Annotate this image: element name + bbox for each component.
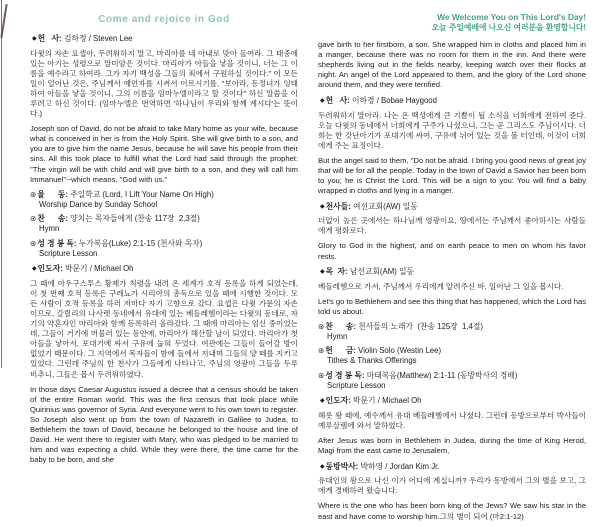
english-paragraph: After Jesus was born in Bethlehem in Judea, during the time of King Herod, Magi from the east came to Jerusalem, (318, 436, 586, 456)
english-paragraph: Glory to God in the highest, and on earth peace to men on whom his favor rests. (318, 241, 586, 261)
role-item (32, 264, 298, 275)
item-line (320, 462, 586, 473)
scan-edge-artifact (1, 0, 2, 368)
item-subtitle: Scripture Lesson (327, 380, 386, 390)
item-subtitle: Scripture Lesson (39, 248, 98, 258)
role-item (320, 96, 586, 107)
item-line (320, 202, 586, 213)
welcome-title-block (318, 12, 586, 33)
item-label: 헌 금: (325, 346, 356, 356)
item-line (30, 214, 298, 224)
item-value: 김하정 / Steven Lee (61, 34, 133, 43)
item-line (30, 239, 298, 249)
korean-paragraph: 유대인의 왕으로 나신 이가 어디에 계십니까? 우리가 동방에서 그의 별을 보고, 그에게 경배하러 왔습니다. (318, 476, 586, 496)
item-label: 성 경 봉 독: (37, 238, 77, 248)
item-line (320, 396, 586, 407)
circled-asterisk-bullet-icon: ⊛ (318, 370, 325, 380)
item-label: 성 경 봉 독: (325, 370, 365, 380)
english-paragraph: Joseph son of David, do not be afraid to take Mary home as your wife, because what is conceived in her is from the Holy Spirit. She will give birth to a son, and you are to give him the name Jesus, because he will save his people from their sins. All this took place to fulfill what the Lord had said through the prophet: "The virgin will be with child and will give birth to a son, and they will call him Immanuel"--which means, "God with us." (30, 124, 298, 184)
english-paragraph: But the angel said to them, "Do not be afraid. I bring you good news of great joy that will be for all the people. Today in the town of David a Savior has been born to you; he is Christ the Lord. This will be a sign to you: You will find a baby wrapped in cloths and lying in a manger. (318, 155, 586, 196)
item-value: 여선교회(AW) 일동 (350, 201, 418, 211)
diamond-bullet-icon: ◆ (32, 266, 37, 273)
right-column (318, 12, 586, 527)
item-value: 주일학교 (Lord, I Lift Your Name On High) (67, 189, 214, 199)
item-label: 인도자: (325, 396, 351, 406)
program-item (30, 214, 298, 234)
item-label: 천사들: (325, 201, 351, 211)
diamond-bullet-icon: ◆ (32, 36, 37, 42)
item-line (318, 322, 586, 332)
english-paragraph: Let's go to Bethlehem and see this thing that has happened, which the Lord has told us about. (318, 296, 586, 316)
item-label: 인도자: (37, 264, 63, 274)
korean-paragraph: 더없이 높은 곳에서는 하나님께 영광이요, 땅에서는 주님께서 좋아하시는 사람들에게 평화로다. (318, 216, 586, 236)
item-subtitle: Hymn (327, 331, 348, 341)
item-line (30, 190, 298, 200)
item-value: 양치는 목자들에게 (찬송 117장 2,3절) (67, 214, 200, 224)
right-section-list (318, 40, 586, 522)
diamond-bullet-icon: ◆ (320, 203, 325, 210)
item-label: 헌 사: (325, 96, 350, 106)
item-value: 마태복음(Matthew) 2:1-11 (동방박사의 경배) (364, 370, 518, 380)
item-value: 박문기 / Michael Oh (62, 264, 134, 274)
circled-asterisk-bullet-icon: ⊛ (30, 189, 37, 199)
circled-asterisk-bullet-icon: ⊛ (318, 321, 325, 331)
item-value: 박하영 / Jordan Kim Jr. (358, 461, 440, 471)
program-item (318, 371, 586, 391)
item-label: 찬 송: (37, 214, 68, 224)
item-label: 목 자: (325, 267, 348, 277)
diamond-bullet-icon: ◆ (320, 463, 325, 470)
item-subtitle: Tithes & Thanks Offerings (327, 356, 417, 366)
item-value: 천사들의 노래가 (찬송 125장 1,4절) (355, 321, 484, 331)
item-value: 박문기 / Michael Oh (350, 396, 422, 406)
program-item (318, 322, 586, 342)
circled-asterisk-bullet-icon: ⊛ (318, 346, 325, 356)
item-line (32, 264, 298, 275)
role-item (32, 34, 298, 45)
item-line (32, 34, 298, 45)
korean-paragraph: 다윗의 자손 요셉아, 두려워하지 말고, 마리아를 네 아내로 맞아 들여라. 그 태중에 있는 아기는 성령으로 말미암은 것이다. 마리아가 아들을 낳을 것이니, 너는 그 이름을 예수라고 하여라. 그가 자기 백성을 그들의 죄에서 구원하실 것이다." 이 모든 일이 일어난 것은, 주님께서 예언자를 시켜서 이르시기를, "보아라, 동정녀가 잉태하여 아들을 낳을 것이니, 그의 이름을 임마누엘이라고 할 것이다" 하신 말씀을 이루려고 하신 것이다. (임마누엘은 번역하면 '하나님이 우리와 함께 계시다'는 뜻이다.) (30, 48, 298, 119)
left-column (30, 12, 298, 470)
welcome-title-ko: 오늘 주일예배에 나오신 여러분을 환영합니다! (431, 22, 586, 32)
left-section-list (30, 34, 298, 465)
left-page-title: Come and rejoice in God (98, 14, 230, 25)
item-label: 동방박사: (325, 461, 359, 471)
item-line (320, 96, 586, 107)
item-line (320, 267, 586, 278)
english-paragraph: In those days Caesar Augustus issued a decree that a census should be taken of the entire Roman world. This was the first census that took place while Quirinius was governor of Syria. And everyone went to his own town to register. So Joseph also went up from the town of Nazareth in Galilee to Judea, to Bethlehem the town of David, because he belonged to the house and line of David. He went there to register with Mary, who was pledged to be married to him and was expecting a child. While they were there, the time came for the baby to be born, and she (30, 384, 298, 465)
item-subtitle: Hymn (39, 224, 60, 234)
role-item (320, 267, 586, 278)
korean-paragraph: 그 때에 아우구스투스 황제가 칙령을 내려 온 세계가 호적 등록을 하게 되었는데, 이 첫 번째 호적 등록은 구레뇨가 시리아의 총독으로 있을 때에 시행한 것이다. 모든 사람이 호적 등록을 하러 저마다 자기 고향으로 갔다. 요셉은 다윗 가문의 자손이므로, 갈릴리의 나사렛 동네에서 유대에 있는 베들레헴이라는 다윗의 동네로, 자기의 약혼자인 마리아와 함께 등록하러 올라갔다. 그 때에 마리아는 임신 중이었는데, 그들이 거기에 머물러 있는 동안에, 마리아가 해산할 날이 되었다. 마리아가 첫 아들을 낳아서, 포대기에 싸서 구유에 눕혀 두었다. 여관에는 그들이 들어갈 방이 없었기 때문이다. 그 지역에서 목자들이 밤에 들에서 지내며 그들의 양 떼를 지키고 있었다. 그런데 주님의 한 천사가 그들에게 나타나고, 주님의 영광이 그들을 두루 비추니, 그들은 몹시 두려워하였다. (30, 278, 298, 379)
role-item (320, 396, 586, 407)
item-label: 헌 사: (37, 34, 62, 43)
item-label: 율 동: (37, 189, 68, 199)
diamond-bullet-icon: ◆ (320, 398, 325, 405)
korean-paragraph: 헤롯 왕 때에, 예수께서 유대 베들레헴에서 나셨다. 그런데 동방으로부터 박사들이 예루살렘에 와서 말하였다. (318, 410, 586, 431)
item-value: 이하경 / Bobae Haygood (349, 96, 437, 106)
diamond-bullet-icon: ◆ (320, 269, 325, 276)
circled-asterisk-bullet-icon: ⊛ (30, 214, 37, 224)
item-value: Violin Solo (Westin Lee) (355, 346, 442, 356)
item-value: 누가복음(Luke) 2:1-15 (천사와 목자) (76, 238, 203, 248)
english-paragraph: Where is the one who has been born king of the Jews? We saw his star in the east and have come to worship him.그의 별이 되어 (마2:1-12) (318, 501, 586, 521)
item-line (318, 371, 586, 381)
program-item (318, 346, 586, 366)
welcome-title-en: We Welcome You on This Lord's Day! (437, 12, 586, 22)
item-value: 남선교회(AM) 일동 (347, 267, 415, 277)
item-line (318, 346, 586, 356)
program-item (30, 239, 298, 259)
role-item (320, 202, 586, 213)
item-label: 찬 송: (325, 321, 356, 331)
korean-paragraph: 두려워하지 말아라. 나는 온 백성에게 큰 기쁨이 될 소식을 너희에게 전하여 준다. 오늘 다윗의 동네에서 너희에게 구주가 나셨으니, 그는 곧 그리스도 주님이시다. 너희는 한 갓난아기가 포대기에 싸여, 구유에 뉘어 있는 것을 볼 터인데, 이것이 너희에게 주는 표징이다. (318, 110, 586, 150)
program-item (30, 190, 298, 210)
english-paragraph: gave birth to her firstborn, a son. She wrapped him in cloths and placed him in a manger, because there was no room for them in the inn. And there were shepherds living out in the fields nearby, keeping watch over their flocks at night. An angel of the Lord appeared to them, and the glory of the Lord shone around them, and they were terrified. (318, 40, 586, 90)
circled-asterisk-bullet-icon: ⊛ (30, 238, 37, 248)
diamond-bullet-icon: ◆ (320, 98, 325, 105)
item-subtitle: Worship Dance by Sunday School (39, 199, 158, 209)
role-item (320, 462, 586, 473)
korean-paragraph: 베들레헴으로 가서, 주님께서 우리에게 알려주신 바, 일어난 그 일을 봅시다. (318, 281, 564, 291)
